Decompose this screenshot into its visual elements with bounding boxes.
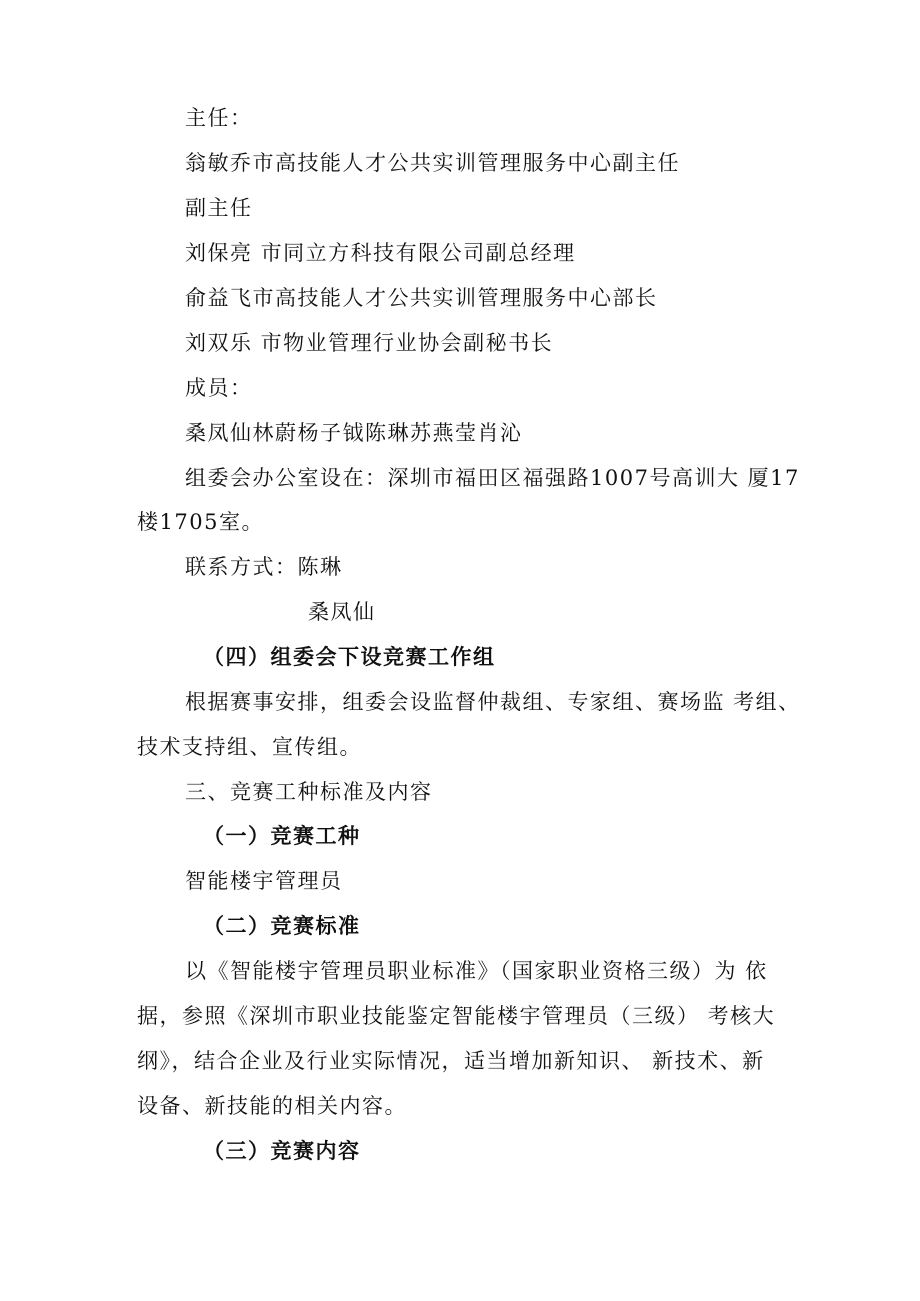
section-heading: 三、竞赛工种标准及内容	[185, 780, 433, 804]
text-line: 根据赛事安排，组委会设监督仲裁组、专家组、赛场监 考组、	[185, 690, 801, 714]
text-line: 设备、新技能的相关内容。	[137, 1094, 407, 1118]
text-line: 技术支持组、宣传组。	[137, 735, 362, 759]
text-line: 据，参照《深圳市职业技能鉴定智能楼宇管理员（三级） 考核大	[137, 1004, 776, 1028]
text-line: 桑凤仙林蔚杨子钺陈琳苏燕莹肖沁	[185, 421, 523, 445]
text-line: 刘保亮 市同立方科技有限公司副总经理	[185, 241, 576, 265]
section-heading: （二）竞赛标准	[203, 913, 361, 938]
text-line: 刘双乐 市物业管理行业协会副秘书长	[185, 331, 554, 355]
text-line: 纲》，结合企业及行业实际情况，适当增加新知识、 新技术、新	[137, 1049, 765, 1073]
text-line: 联系方式：陈琳	[185, 555, 343, 579]
text-line: 主任：	[185, 106, 253, 130]
text-line: 俞益飞市高技能人才公共实训管理服务中心部长	[185, 286, 658, 310]
text-line: 以《智能楼宇管理员职业标准》（国家职业资格三级）为 依	[185, 959, 768, 983]
section-heading: （一）竞赛工种	[203, 823, 361, 848]
text-line: 副主任	[185, 196, 253, 220]
section-heading: （四）组委会下设竞赛工作组	[203, 644, 496, 669]
text-line: 成员：	[185, 376, 253, 400]
text-line: 桑凤仙	[308, 600, 376, 624]
text-line: 组委会办公室设在：深圳市福田区福强路1007号高训大 厦17	[185, 466, 800, 490]
section-heading: （三）竞赛内容	[203, 1138, 361, 1163]
text-line: 翁敏乔市高技能人才公共实训管理服务中心副主任	[185, 151, 680, 175]
text-line: 智能楼宇管理员	[185, 869, 343, 893]
text-line: 楼1705室。	[137, 510, 264, 534]
